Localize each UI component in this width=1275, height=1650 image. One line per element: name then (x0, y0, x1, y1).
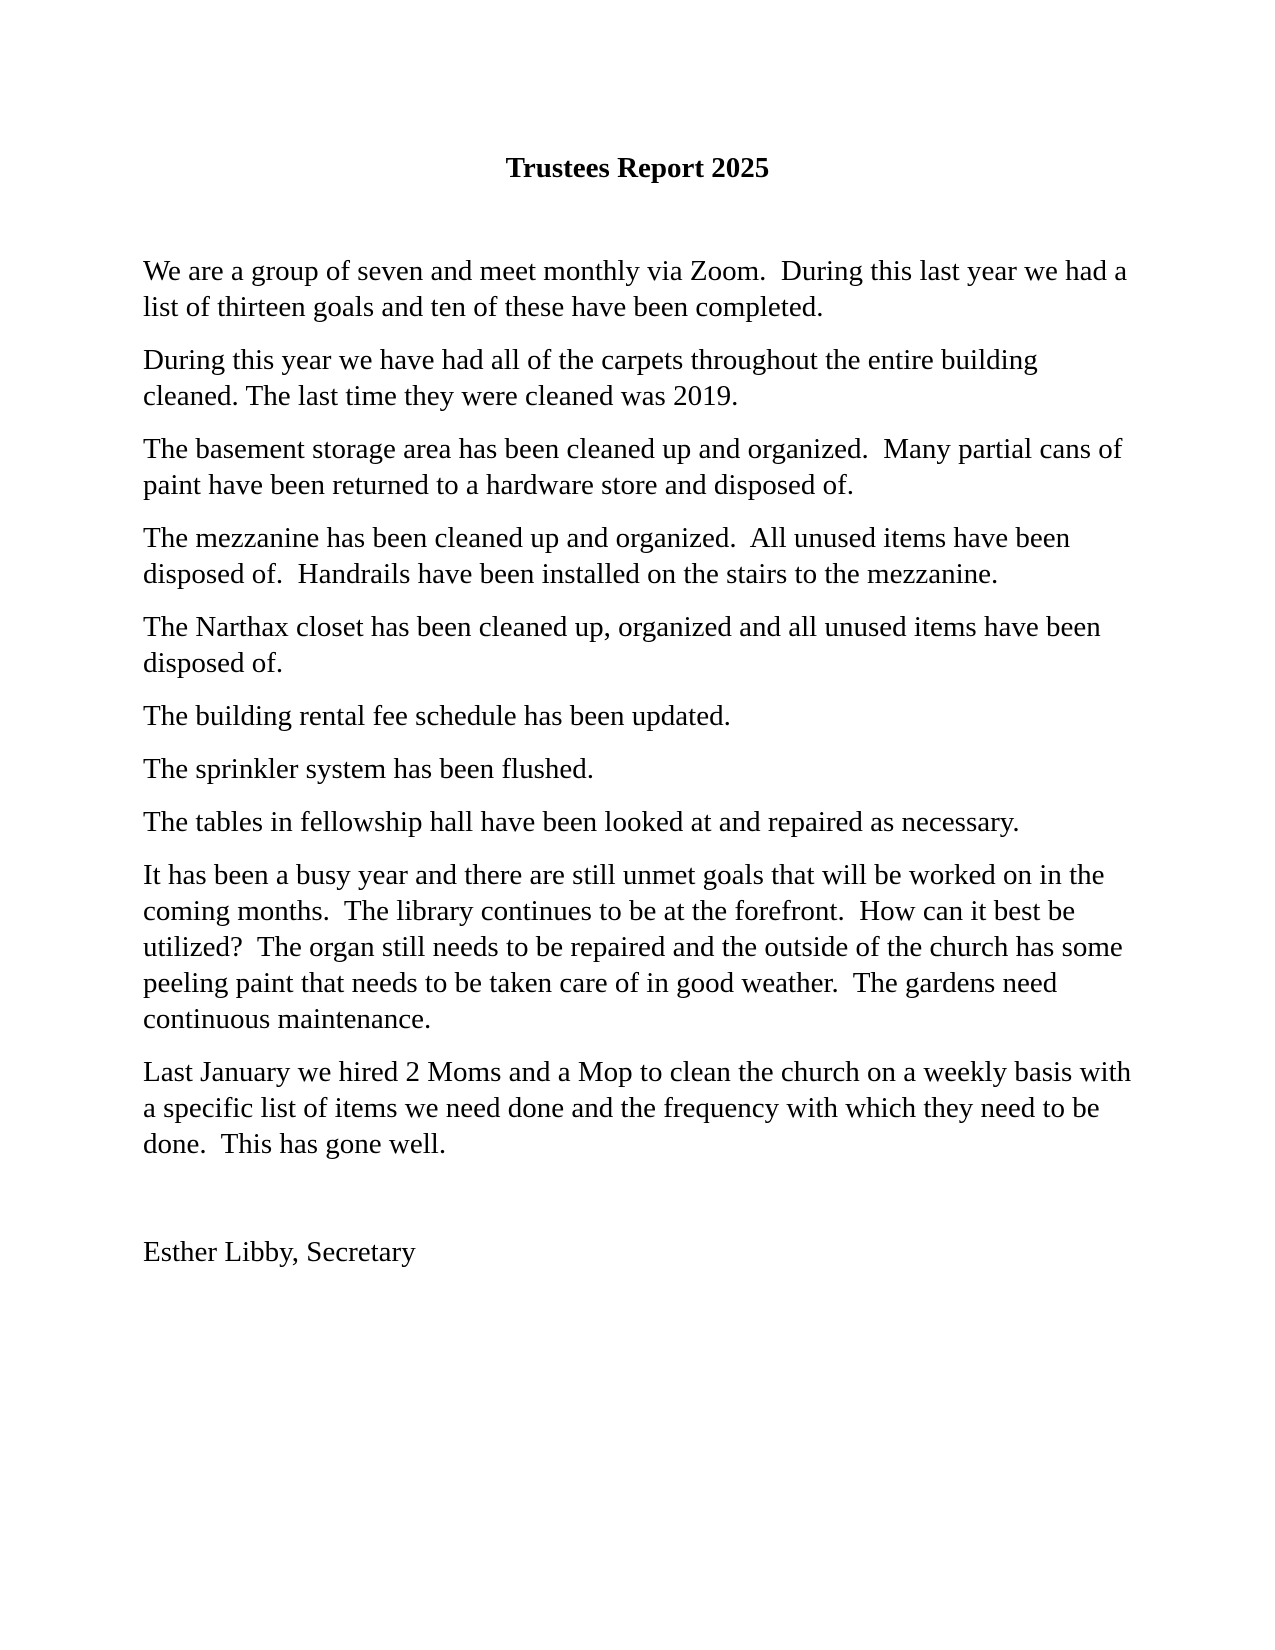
paragraph-5: The Narthax closet has been cleaned up, organized and all unused items have been disposed of. (143, 611, 1108, 679)
document-title: Trustees Report 2025 (505, 152, 770, 184)
paragraph-3: The basement storage area has been cleaned up and organized. Many partial cans of paint have been returned to a hardware store and disposed of. (143, 433, 1130, 501)
signature-line: Esther Libby, Secretary (143, 1236, 416, 1268)
paragraph-4: The mezzanine has been cleaned up and organized. All unused items have been disposed of. Handrails have been installed on the stairs to the mezzanine. (143, 522, 1078, 590)
paragraph-10: Last January we hired 2 Moms and a Mop to clean the church on a weekly basis with a specific list of items we need done and the frequency with which they need to be done. This has gone well. (143, 1056, 1139, 1160)
paragraph-8: The tables in fellowship hall have been looked at and repaired as necessary. (143, 806, 1020, 838)
paragraph-6: The building rental fee schedule has been updated. (143, 700, 731, 732)
paragraph-9: It has been a busy year and there are still unmet goals that will be worked on in the coming months. The library continues to be at the forefront. How can it best be utilized? The organ still needs to be repaired and the outside of the church has some peeling paint that needs to be taken care of in good weather. The gardens need continuous maintenance. (143, 859, 1131, 1035)
paragraph-7: The sprinkler system has been flushed. (143, 753, 595, 785)
paragraph-1: We are a group of seven and meet monthly via Zoom. During this last year we had a list of thirteen goals and ten of these have been completed. (143, 255, 1135, 323)
paragraph-2: During this year we have had all of the carpets throughout the entire building cleaned. The last time they were cleaned was 2019. (143, 344, 1045, 412)
